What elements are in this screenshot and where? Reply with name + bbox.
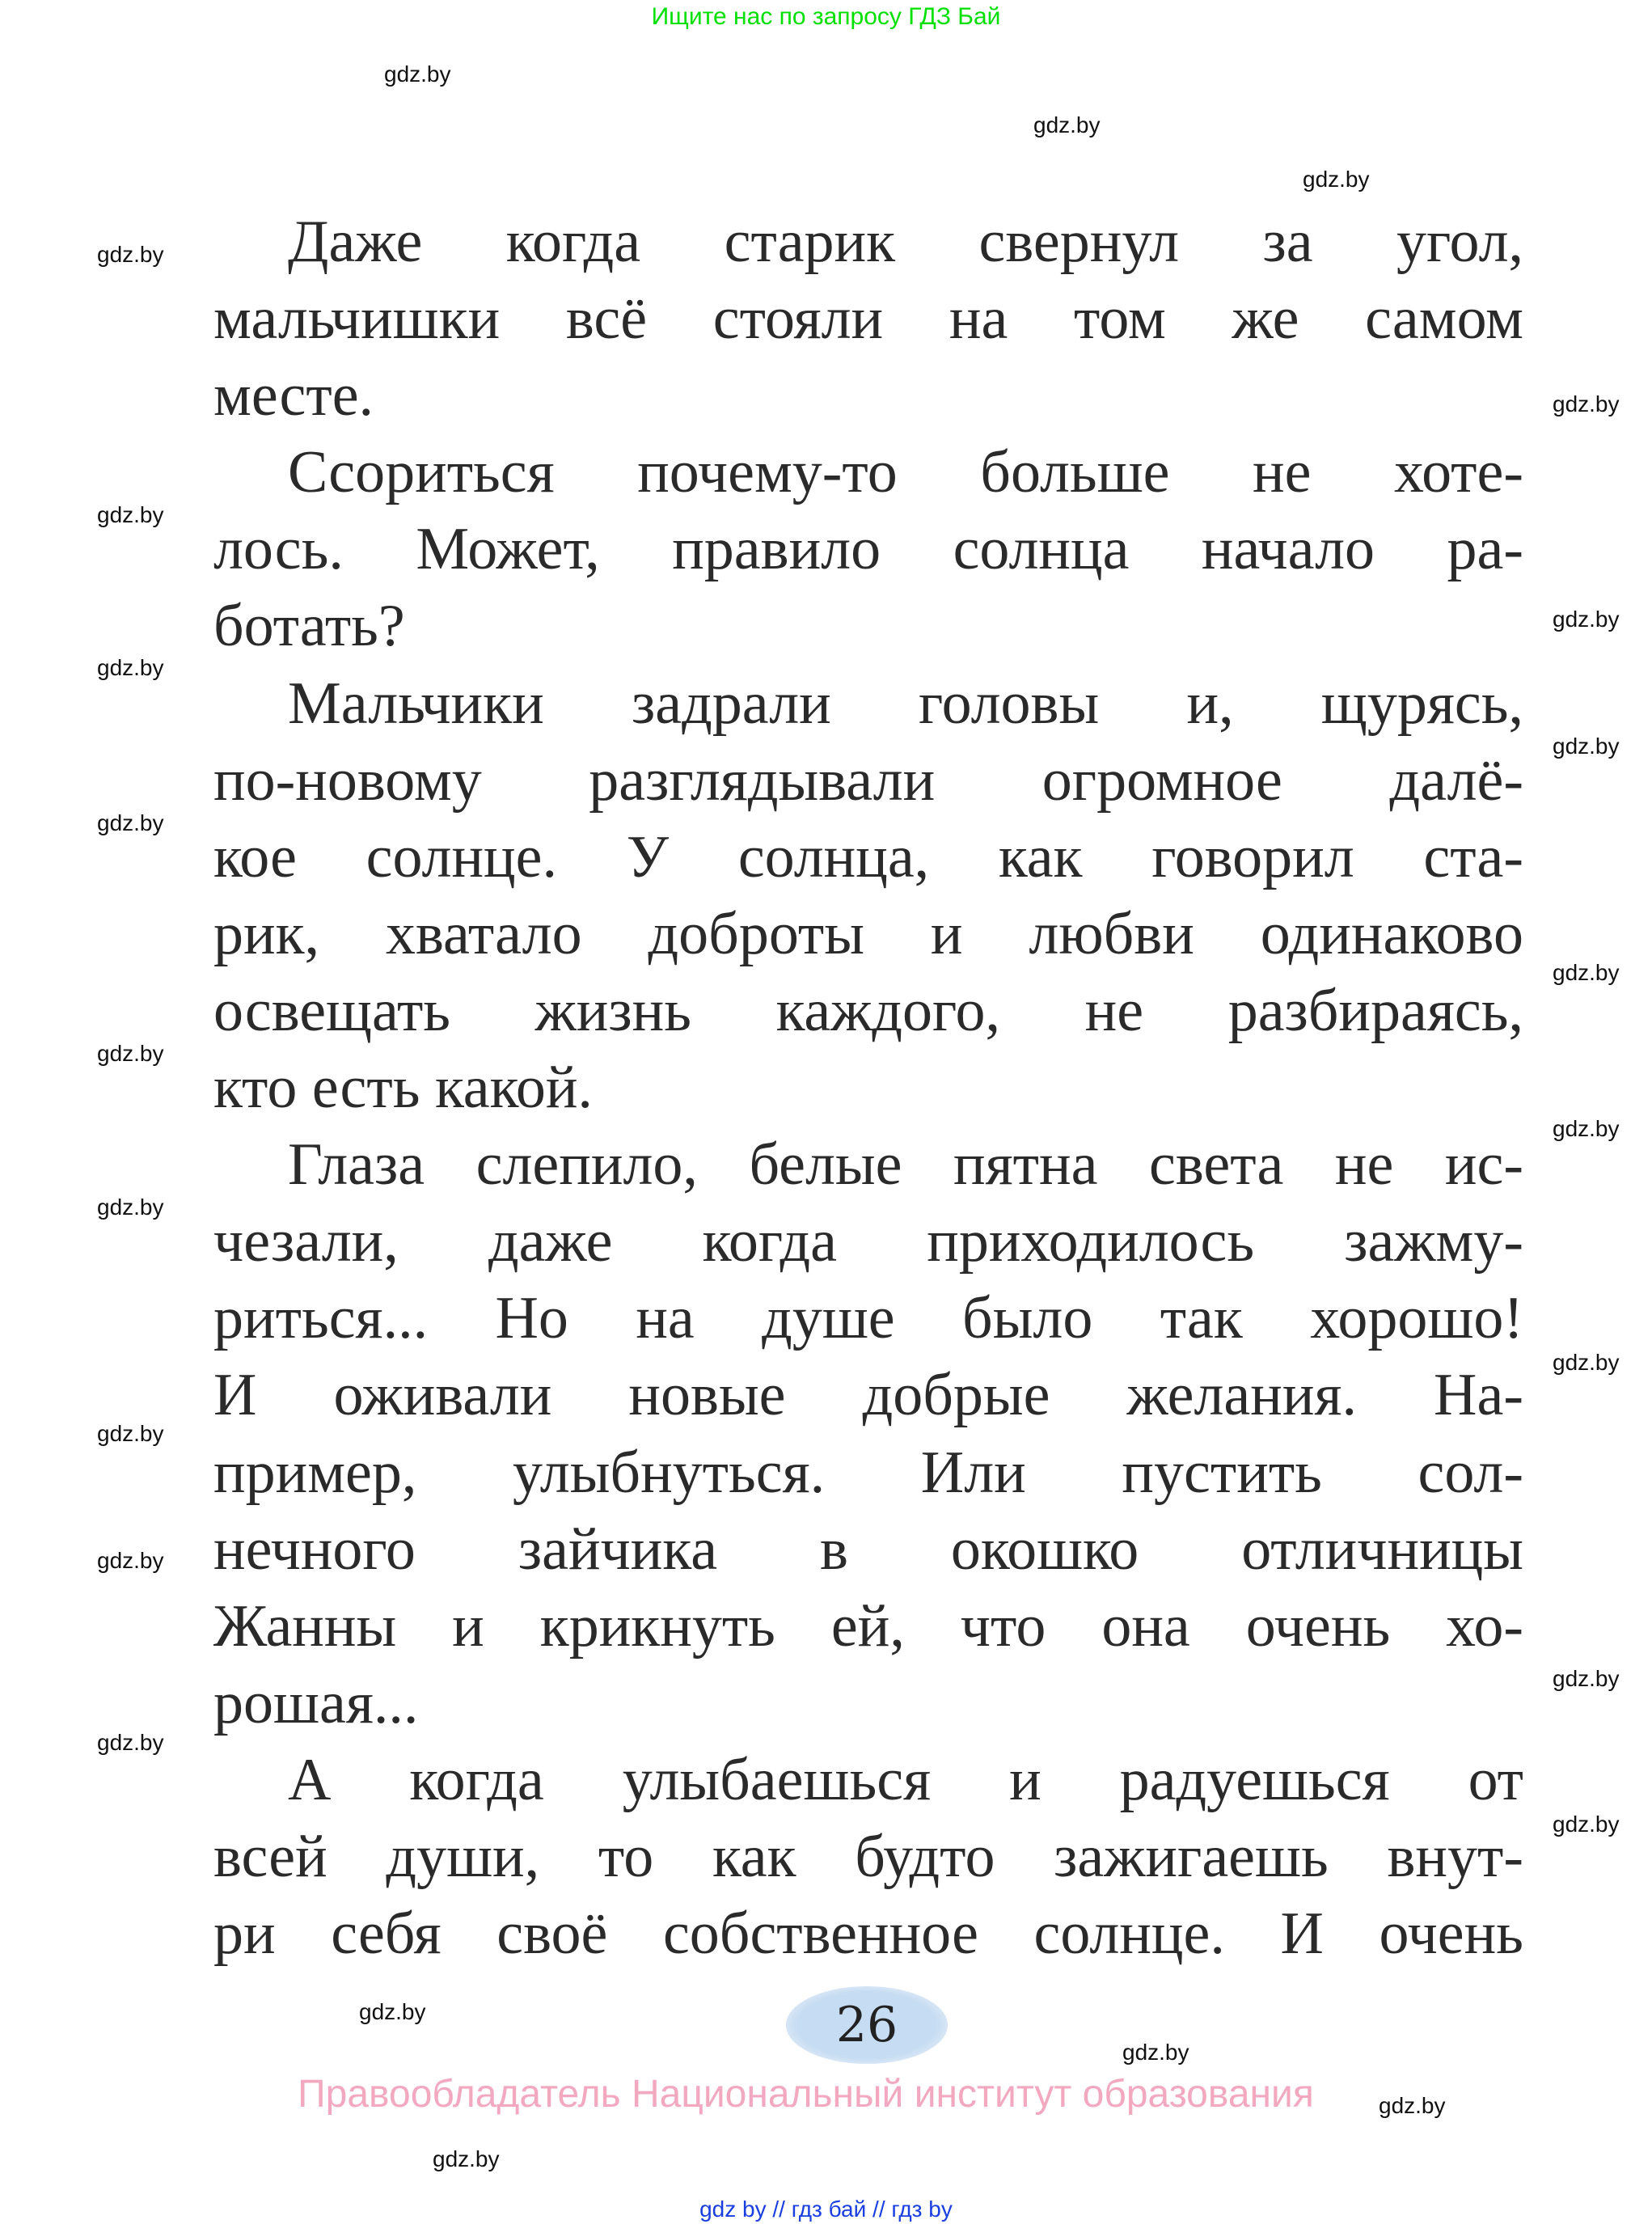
- text-line: [213, 204, 1523, 281]
- footer-link[interactable]: гдз бай: [791, 2197, 867, 2222]
- text-line: [213, 1512, 1523, 1588]
- text-line-content: кое солнце. У солнца, как говорил ста-: [213, 823, 1523, 890]
- watermark: gdz.by: [1553, 391, 1620, 416]
- watermark: gdz.by: [97, 655, 164, 680]
- text-line: [213, 357, 1523, 434]
- watermark: gdz.by: [384, 61, 451, 87]
- watermark: gdz.by: [1122, 2040, 1189, 2065]
- text-line-content: Жанны и крикнуть ей, что она очень хо-: [213, 1592, 1523, 1660]
- text-line-content: рошая...: [213, 1669, 419, 1736]
- text-line-content: мальчишки всё стояли на том же самом: [213, 285, 1523, 353]
- text-line: [213, 281, 1523, 357]
- text-line: [213, 1665, 1523, 1742]
- copyright-notice: Правообладатель Национальный институт образования: [298, 2073, 1314, 2116]
- watermark: gdz.by: [97, 1730, 164, 1755]
- watermark: gdz.by: [97, 1421, 164, 1446]
- page-number: 26: [786, 1986, 948, 2064]
- story-text: [213, 204, 1523, 1972]
- text-line: [213, 896, 1523, 973]
- watermark: gdz.by: [97, 242, 164, 267]
- watermark: gdz.by: [1033, 112, 1101, 137]
- watermark: gdz.by: [97, 1548, 164, 1573]
- watermark: gdz.by: [1303, 167, 1370, 192]
- text-line: [213, 588, 1523, 665]
- text-line: [213, 511, 1523, 588]
- text-line-content: А когда улыбаешься и радуешься от: [288, 1746, 1523, 1813]
- text-line-content: кто есть какой.: [213, 1055, 593, 1122]
- watermark: gdz.by: [1553, 1116, 1620, 1141]
- text-line-content: Даже когда старик свернул за угол,: [288, 209, 1523, 275]
- watermark: gdz.by: [1553, 1350, 1620, 1375]
- text-line-content: Ссориться почему-то больше не хоте-: [288, 439, 1523, 506]
- text-line-content: пример, улыбнуться. Или пустить сол-: [213, 1439, 1523, 1506]
- text-line: [213, 1588, 1523, 1665]
- watermark: gdz.by: [1379, 2093, 1446, 2118]
- text-line: [213, 1742, 1523, 1819]
- footer-link[interactable]: gdz by: [699, 2197, 767, 2222]
- text-line: [213, 1357, 1523, 1434]
- footer-separator: //: [772, 2197, 785, 2222]
- text-line: [213, 666, 1523, 742]
- watermark: gdz.by: [1553, 1812, 1620, 1837]
- text-line: [213, 1896, 1523, 1972]
- watermark: gdz.by: [1553, 607, 1620, 632]
- text-line-content: рик, хватало доброты и любви одинаково: [213, 900, 1523, 967]
- footer-link[interactable]: гдз by: [891, 2197, 953, 2222]
- text-line-content: чезали, даже когда приходилось зажму-: [213, 1208, 1523, 1275]
- watermark: gdz.by: [97, 810, 164, 835]
- text-line-content: месте.: [213, 362, 374, 429]
- watermark: gdz.by: [97, 502, 164, 527]
- text-line-content: ри себя своё собственное солнце. И очень: [213, 1901, 1523, 1968]
- text-line-content: Мальчики задрали головы и, щурясь,: [288, 670, 1523, 737]
- watermark: gdz.by: [359, 1999, 426, 2024]
- watermark: gdz.by: [97, 1194, 164, 1220]
- watermark: gdz.by: [1553, 1666, 1620, 1691]
- text-line: [213, 434, 1523, 511]
- search-hint-banner: Ищите нас по запросу ГДЗ Бай: [651, 3, 1001, 30]
- text-line-content: по-новому разглядывали огромное далё-: [213, 746, 1523, 814]
- watermark: gdz.by: [97, 1041, 164, 1066]
- footer-links: [0, 2197, 1652, 2222]
- watermark: gdz.by: [1553, 960, 1620, 985]
- text-line: [213, 973, 1523, 1050]
- footer-separator: //: [872, 2197, 885, 2222]
- text-line-content: Глаза слепило, белые пятна света не ис-: [288, 1131, 1523, 1199]
- text-line: [213, 1050, 1523, 1127]
- text-line-content: нечного зайчика в окошко отличницы: [213, 1516, 1523, 1583]
- text-line: [213, 1280, 1523, 1357]
- text-line: [213, 742, 1523, 819]
- text-line-content: лось. Может, правило солнца начало ра-: [213, 516, 1523, 583]
- text-line: [213, 1435, 1523, 1512]
- text-line-content: ботать?: [213, 593, 405, 660]
- watermark: gdz.by: [433, 2146, 500, 2171]
- text-line-content: всей души, то как будто зажигаешь внут-: [213, 1823, 1523, 1890]
- watermark: gdz.by: [1553, 734, 1620, 759]
- text-line-content: освещать жизнь каждого, не разбираясь,: [213, 977, 1523, 1044]
- text-line-content: И оживали новые добрые желания. На-: [213, 1362, 1523, 1429]
- text-line: [213, 819, 1523, 896]
- text-line: [213, 1819, 1523, 1896]
- text-line: [213, 1127, 1523, 1203]
- text-line-content: риться... Но на душе было так хорошо!: [213, 1285, 1523, 1352]
- text-line: [213, 1203, 1523, 1280]
